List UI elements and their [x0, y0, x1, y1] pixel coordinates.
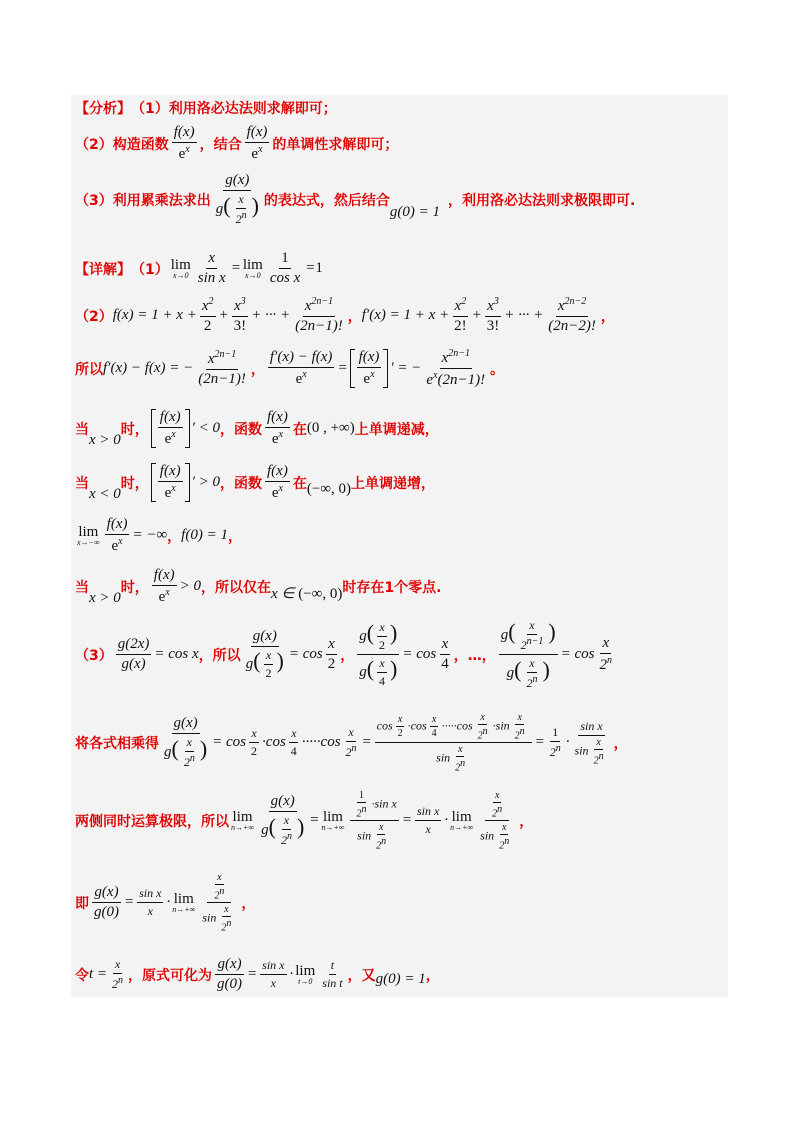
analysis-text-3c: ，利用洛必达法则求极限即可. — [448, 192, 636, 209]
detail-simplify: ，原式可化为 — [128, 967, 213, 984]
detail-line-2: （2） f(x) = 1 + x + $\frac{x^2}{2}$ + $\frac{x^3}{3!}$ + ··· + $\frac{x^{2n-1}}{(2n-1)!}$ ， f′(x) = 1 + x + $\frac{x^2}{2!}$ + $\frac{x^3}{3!}$ + ··· + $\frac{x^{2n-2}}{(2n-2)!}$ ， — [75, 296, 615, 334]
detail-step-2: （2） — [75, 308, 113, 325]
detail-zai-2: 在 — [292, 475, 307, 492]
detail-line-5: 当 x < 0 时， $\frac{f(x)}{e^x}$ ′ > 0 ，函数 $\frac{f(x)}{e^x}$ 在 (−∞, 0) 上单调递增， — [75, 463, 435, 502]
detail-multiply: 将各式相乘得 — [75, 735, 159, 752]
detail-suoyi: ，所以 — [198, 647, 241, 664]
detail-dec: 上单调递减， — [354, 421, 439, 438]
formula-g-ratio: g(x) g( $\frac{x}{2^n}$ ) — [215, 172, 259, 226]
detail-ling: 令 — [75, 967, 89, 984]
detail-suoyi-only: ，所以仅在 — [200, 579, 271, 596]
formula-f-over-ex-2: $\frac{f(x)}{e^x}$ — [246, 124, 268, 162]
detail-step-3: （3） — [75, 647, 113, 664]
detail-inc: 上单调递增， — [351, 475, 435, 492]
analysis-text-2a: （2）构造函数 — [75, 136, 169, 153]
detail-line-3: 所以 f′(x) − f(x) = − $\frac{x^{2n-1}}{(2n-1)!}$ ， $\frac{f'(x) - f(x)}{e^x}$ = $\frac{f(x)}{e^x}$ ′ = − $\frac{x^{2n-1}}{e^x(2n-1)!}$ 。 — [75, 348, 505, 388]
detail-line-8: （3） $\frac{g(2x)}{g(x)}$ = cos x ，所以 g(x) g( $\frac{x}{2}$ ) = cos $\frac{x}{2}$ ， g( $\frac{x}{2}$ ) g( $\frac{x}{4}$ ) = cos $\frac{x}{4}$ ，…， g( $\frac{x}{2^{n-1}}$ ) g( $\frac{x}{2^n}$ ) = cos $\frac{x}{2^n}$ — [75, 618, 613, 690]
analysis-text-3a: （3）利用累乘法求出 — [75, 192, 211, 209]
detail-line-9: 将各式相乘得 g(x) g( $\frac{x}{2^n}$ ) = cos $\frac{x}{2}$ ·cos $\frac{x}{4}$ ·····cos $\frac{x}{2^n}$ = cos $\frac{x}{2}$ ·cos $\frac{x}{4}$ ·····cos $\frac{x}{2n}$ ·sin $\frac{x}{2n}$ sin $\frac{x}{2n}$ = $\frac{1}{2^n}$ · sin x sin $\frac{x}{2n}$ ， — [75, 712, 628, 774]
detail-ji: 即 — [75, 895, 89, 912]
detail-hanshu-2: ，函数 — [220, 475, 263, 492]
detail-both-sides: 两侧同时运算极限，所以 — [75, 813, 229, 830]
analysis-line-2 — [75, 124, 398, 163]
detail-you: ，又 — [347, 967, 376, 984]
formula-g0: g(0) = 1 — [389, 204, 441, 220]
detail-line-1 — [75, 250, 323, 287]
formula-lim-1: lim x→0 $\frac{x}{\text{sin x}}$ = lim x→0 $\frac{1}{\text{cos x}}$ = 1 — [170, 250, 323, 286]
analysis-text-2c: 的单调性求解即可； — [272, 136, 399, 153]
formula-f-series: f(x) = 1 + x + $\frac{x^2}{2}$ + $\frac{x^3}{3!}$ + ··· + $\frac{x^{2n-1}}{(2n-1)!}$ — [112, 296, 343, 334]
detail-when-2: 当 — [75, 475, 89, 492]
detail-so: 所以 — [75, 361, 103, 378]
formula-lim-neg-inf: lim x→−∞ $\frac{f(x)}{e^x}$ = −∞ — [77, 516, 168, 554]
formula-fprime-series: f′(x) = 1 + x + $\frac{x^2}{2!}$ + $\frac{x^3}{3!}$ + ··· + $\frac{x^{2n-2}}{(2n-2)!}$ — [361, 296, 596, 334]
detail-line-6: lim x→−∞ $\frac{f(x)}{e^x}$ = −∞ ， f(0) = 1 ， — [77, 516, 242, 554]
analysis-text-1: （1）利用洛必达法则求解即可； — [131, 101, 337, 117]
formula-diff: f′(x) − f(x) = − $\frac{x^{2n-1}}{(2n-1)!}$ — [103, 349, 246, 387]
formula-deriv-ratio: $\frac{f'(x) - f(x)}{e^x}$ = $\frac{f(x)}{e^x}$ ′ = − $\frac{x^{2n-1}}{e^x(2n-1)!}$ — [269, 348, 486, 388]
analysis-text-3b: 的表达式，然后结合 — [263, 192, 390, 209]
detail-hanshu-1: ，函数 — [220, 421, 263, 438]
detail-line-11: 即 $\frac{g(x)}{g(0)}$ = $\frac{\text{sin x}}{x}$ · lim n→+∞ $\frac{x}{2n}$ sin $\frac{x}{2n}$ ， — [75, 872, 256, 934]
detail-line-10: 两侧同时运算极限，所以 lim n→+∞ g(x) g( $\frac{x}{2^n}$ ) = lim n→+∞ $\frac{1}{2n}$ ·sin x sin $\frac{x}{2n}$ = $\frac{\text{sin x}}{x}$ · lim n→+∞ $\frac{x}{2n}$ sin $\frac{x}{2n}$ ， — [75, 790, 534, 852]
formula-product: g(x) g( $\frac{x}{2^n}$ ) = cos $\frac{x}{2}$ ·cos $\frac{x}{4}$ ·····cos $\frac{x}{2^n}$ = cos $\frac{x}{2}$ ·cos $\frac{x}{4}$ ·····cos $\frac{x}{2n}$ ·sin $\frac{x}{2n}$ sin $\frac{x}{2n}$ = $\frac{1}{2^n}$ · sin x sin $\frac{x}{2n}$ — [164, 712, 604, 774]
detail-line-4: 当 x > 0 时， $\frac{f(x)}{e^x}$ ′ < 0 ，函数 $\frac{f(x)}{e^x}$ 在 (0 , +∞) 上单调递减， — [75, 409, 439, 448]
formula-limit-product: lim n→+∞ g(x) g( $\frac{x}{2^n}$ ) = lim n→+∞ $\frac{1}{2n}$ ·sin x sin $\frac{x}{2n}$ = $\frac{\text{sin x}}{x}$ · lim n→+∞ $\frac{x}{2n}$ sin $\frac{x}{2n}$ — [231, 790, 510, 852]
detail-shi-3: 时， — [120, 579, 149, 596]
analysis-line-3 — [75, 172, 635, 227]
analysis-text-2b: ，结合 — [199, 136, 242, 153]
detail-zai-1: 在 — [292, 421, 307, 438]
analysis-label: 【分析】 — [75, 101, 131, 117]
detail-zero: 时存在1个零点. — [342, 579, 442, 596]
detail-dots: ，…， — [453, 647, 496, 664]
detail-line-7: 当 x > 0 时， $\frac{f(x)}{e^x}$ > 0 ，所以仅在 x ∈ (−∞, 0) 时存在1个零点. — [75, 567, 442, 606]
formula-f-over-ex: $\frac{f(x)}{e^x}$ — [173, 124, 195, 162]
detail-label: 【详解】 — [75, 261, 131, 278]
detail-step-1: （1） — [131, 261, 169, 278]
analysis-line-1 — [75, 98, 337, 118]
detail-shi-1: 时， — [120, 421, 149, 438]
detail-line-12: 令 t = $\frac{x}{2^n}$ ，原式可化为 $\frac{g(x)}{g(0)}$ = $\frac{\text{sin x}}{x}$ · lim t→0 $\frac{t}{\text{sin t}}$ ，又 g(0) = 1 ， — [75, 956, 440, 992]
detail-when-1: 当 — [75, 421, 89, 438]
detail-when-3: 当 — [75, 579, 89, 596]
detail-shi-2: 时， — [120, 475, 149, 492]
